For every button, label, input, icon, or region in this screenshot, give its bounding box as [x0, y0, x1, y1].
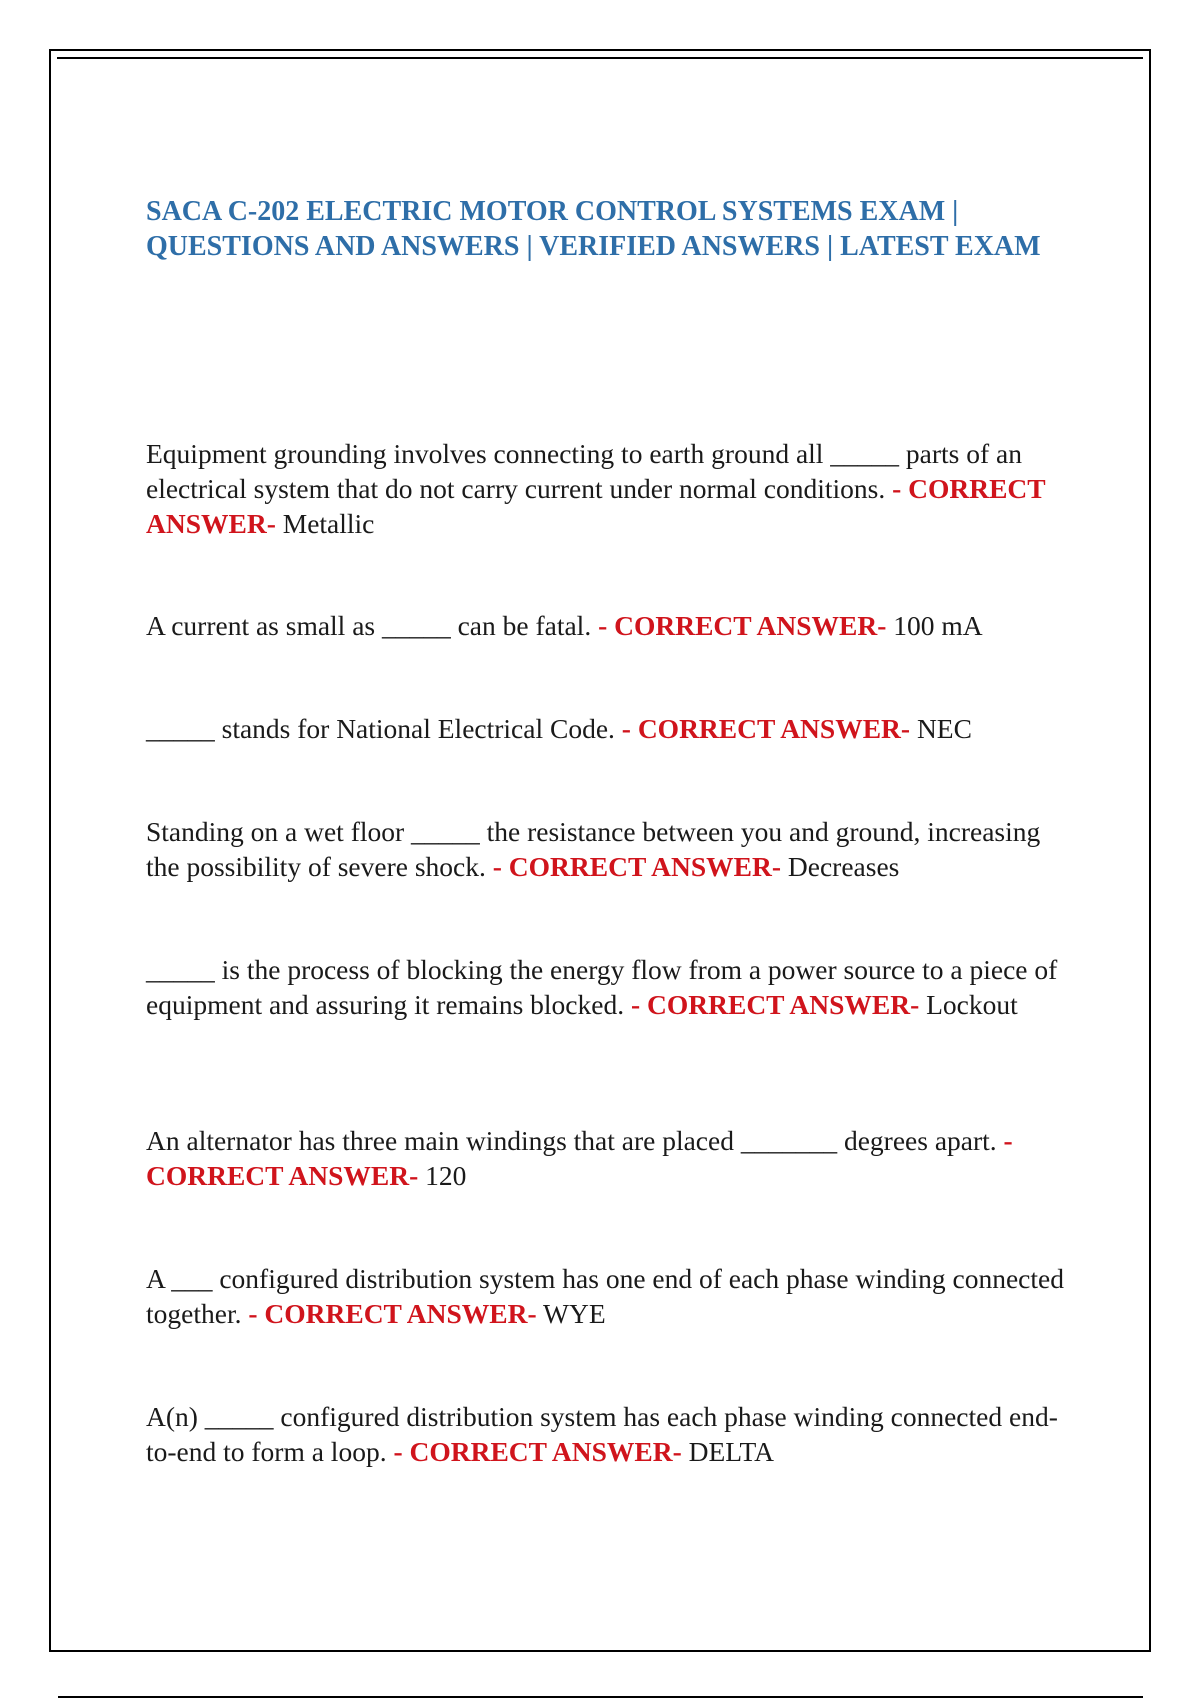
correct-answer-label: - CORRECT ANSWER- — [146, 473, 1046, 539]
answer-text: Lockout — [926, 989, 1018, 1020]
correct-answer-label: - CORRECT ANSWER- — [146, 1125, 1013, 1191]
qa-item-3 — [146, 711, 1066, 746]
correct-answer-label: - CORRECT ANSWER- — [630, 989, 920, 1020]
question-text: A ___ configured distribution system has one end of each phase winding connected together. — [146, 1263, 1064, 1329]
question-text: A(n) _____ configured distribution system has each phase winding connected end-to-end to form a loop. — [146, 1401, 1058, 1467]
correct-answer-label: - CORRECT ANSWER- — [492, 851, 782, 882]
answer-text: Decreases — [787, 851, 900, 882]
correct-answer-label: - CORRECT ANSWER- — [598, 610, 887, 641]
question-text: A current as small as _____ can be fatal. — [146, 610, 592, 641]
document-title: SACA C-202 ELECTRIC MOTOR CONTROL SYSTEMS EXAM | QUESTIONS AND ANSWERS | VERIFIED ANSWERS | LATEST EXAM — [146, 196, 1041, 262]
question-text: An alternator has three main windings that are placed _______ degrees apart. — [146, 1125, 997, 1156]
answer-text: Metallic — [282, 508, 375, 539]
correct-answer-label: - CORRECT ANSWER- — [621, 713, 911, 744]
qa-item-5 — [146, 952, 1066, 1022]
answer-text: DELTA — [688, 1436, 774, 1467]
question-text: Standing on a wet floor _____ the resistance between you and ground, increasing the possibility of severe shock. — [146, 816, 1041, 882]
answer-text: NEC — [916, 713, 972, 744]
qa-item-2 — [146, 608, 1066, 643]
bottom-rule — [58, 1696, 1143, 1698]
answer-text: 120 — [425, 1160, 467, 1191]
question-text: _____ stands for National Electrical Code. — [146, 713, 615, 744]
answer-text: WYE — [543, 1298, 606, 1329]
question-text: Equipment grounding involves connecting to earth ground all _____ parts of an electrical system that do not carry current under normal conditions. — [146, 438, 1022, 504]
qa-item-1 — [146, 436, 1066, 541]
qa-item-7 — [146, 1261, 1066, 1331]
qa-item-4 — [146, 814, 1066, 884]
qa-item-8 — [146, 1399, 1066, 1469]
qa-item-6 — [146, 1123, 1066, 1193]
question-text: _____ is the process of blocking the energy flow from a power source to a piece of equipment and assuring it remains blocked. — [146, 954, 1058, 1020]
correct-answer-label: - CORRECT ANSWER- — [248, 1298, 537, 1329]
correct-answer-label: - CORRECT ANSWER- — [393, 1436, 682, 1467]
answer-text: 100 mA — [893, 610, 983, 641]
